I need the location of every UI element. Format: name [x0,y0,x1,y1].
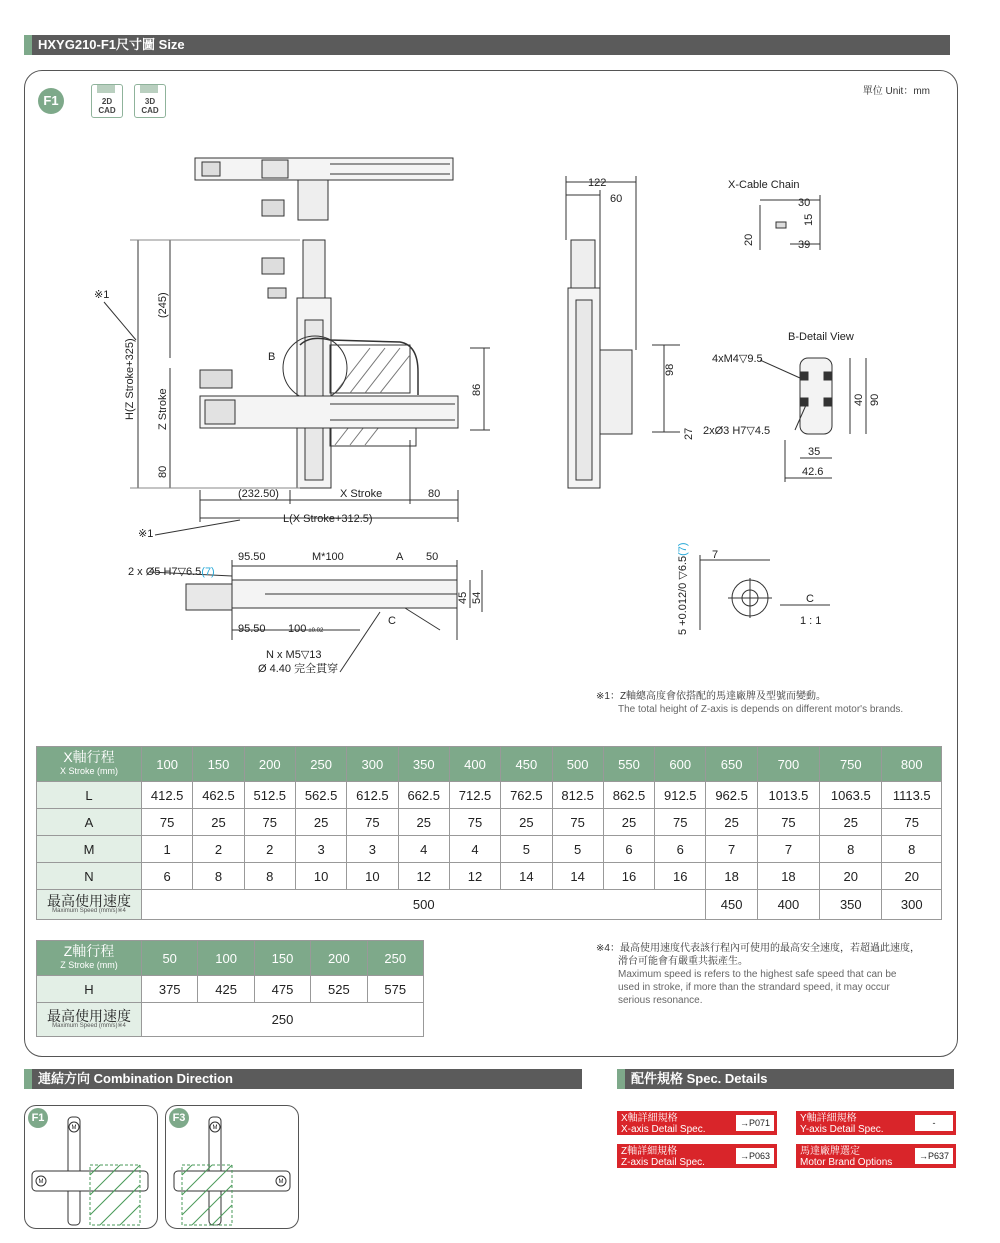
ref-mark-1b: ※1 [138,528,154,540]
table-row: N 6 8 8 10 10 12 12 14 14 16 16 18 18 20 20 [37,863,942,890]
nm5-label: N x M5▽13 [266,649,322,661]
pin-note: 2 x Ø5 H7▽6.5(7) [128,566,215,578]
dim-60: 60 [610,193,623,205]
section-header-spec: 配件規格 Spec. Details [617,1069,954,1089]
z-total-dim: H(Z Stroke+325) [124,338,136,420]
cc-15: 15 [803,213,815,226]
dim-98: 98 [664,363,676,376]
tol-vert: 5 +0.012/0 ▽6.5(7) [677,542,689,635]
dim-95: 95.50 [238,551,266,563]
combination-diagrams [24,1105,299,1229]
unit-label: 單位 Unit：mm [862,86,930,97]
bd-tap: 4xM4▽9.5 [712,353,763,365]
svg-text:M: M [38,1179,44,1185]
dim-232: (232.50) [238,488,279,500]
x-stroke-table: X軸行程 X Stroke (mm) 100 150 200 250 300 350 400 450 500 550 600 650 700 750 800 L 412.5 462.5 512.5 562.5 612.5 662.5 712.5 762.5 812.5 862.5 912.5 962.5 1013.5 1063.5 1113.5 A 75 25 75 25 75 25 75 25 75 25 75 25 75 25 75 M 1 2 2 3 3 4 4 5 5 6 6 7 7 8 8 N 6 8 8 10 10 12 12 14 14 16 16 18 18 20 20 最高使用速度 Maximum Speed (mm/s)※4 500 450 400 350 300 [36,746,942,920]
note-1: ※1：Z軸總高度會依搭配的馬達廠牌及型號而變動。 The total height of Z-axis is depends on different motor's brands. [596,691,904,715]
dim-86: 86 [471,383,483,396]
mark-c: C [388,615,396,627]
table-row: H 375 425 475 525 575 [37,976,424,1003]
l-total-dim: L(X Stroke+312.5) [283,513,373,525]
dim-95b: 95.50 [238,623,266,635]
svg-text:M: M [278,1179,284,1185]
detail-b-label: B [268,351,276,363]
bd-90: 90 [869,393,881,406]
dim-54: 54 [471,591,483,604]
z-detail-spec-link[interactable]: Z軸詳細規格 Z-axis Detail Spec. →P063 [617,1144,777,1168]
dim-50: 50 [426,551,439,563]
table-row: M 1 2 2 3 3 4 4 5 5 6 6 7 7 8 8 [37,836,942,863]
bd-pin: 2xØ3 H7▽4.5 [703,425,771,437]
table-row: L 412.5 462.5 512.5 562.5 612.5 662.5 712.5 762.5 812.5 862.5 912.5 962.5 1013.5 1063.5 1113.5 [37,782,942,809]
dim-27: 27 [683,427,695,440]
thru-label: Ø 4.40 完全貫穿 [258,663,339,675]
cc-20: 20 [743,233,755,246]
f1-combo-badge: F1 [28,1108,48,1128]
bd-42: 42.6 [802,466,824,478]
motor-brand-link[interactable]: 馬達廠牌選定 Motor Brand Options →P637 [796,1144,956,1168]
z-stroke-dim: Z Stroke [157,388,169,430]
table-row: A 75 25 75 25 75 25 75 25 75 25 75 25 75 25 75 [37,809,942,836]
x-stroke-dim: X Stroke [340,488,383,500]
x-detail-spec-link[interactable]: X軸詳細規格 X-axis Detail Spec. →P071 [617,1111,777,1135]
dim-a: A [396,551,404,563]
cad-3d-button[interactable]: 3D CAD [134,84,166,118]
table-row: 最高使用速度 Maximum Speed (mm/s)※4 500 450 400 350 300 [37,890,942,920]
note-4: ※4：最高使用速度代表該行程內可使用的最高安全速度，若超過此速度， 滑台可能會有嚴重共振產生。 Maximum speed is refers to the highest safe speed that can be used in stroke, if more than the strandard speed, it may occur serious resonance. [596,943,920,1006]
dim-m100: M*100 [312,551,344,563]
scale-label: 1 : 1 [800,615,822,627]
svg-text:M: M [212,1125,218,1131]
cad-2d-button[interactable]: 2D CAD [91,84,123,118]
dim-100: 100 ±0.02 [288,623,324,635]
scale-c: C [806,593,814,605]
page-title: HXYG210-F1尺寸圖 Size [38,37,185,52]
b-detail-title: B-Detail View [788,331,854,343]
dim-80-left: 80 [157,465,169,478]
dim-7: 7 [712,549,719,561]
cable-chain-title: X-Cable Chain [728,179,800,191]
y-detail-spec-link[interactable]: Y軸詳細規格 Y-axis Detail Spec. - [796,1111,956,1135]
z-stroke-table: Z軸行程 Z Stroke (mm) 50 100 150 200 250 H 375 425 475 525 575 最高使用速度 Maximum Speed (mm/s)※4 250 [36,940,424,1037]
dim-122: 122 [588,177,607,189]
dim-80-bottom: 80 [428,488,441,500]
bd-35: 35 [808,446,821,458]
cc-30: 30 [798,197,811,209]
bd-40: 40 [853,393,865,406]
table-row: 最高使用速度 Maximum Speed (mm/s)※4 250 [37,1003,424,1037]
ref-mark-1: ※1 [94,289,110,301]
dim-245: (245) [157,292,169,318]
svg-text:M: M [71,1125,77,1131]
f3-combo-badge: F3 [169,1108,189,1128]
section-header-combination: 連結方向 Combination Direction [24,1069,582,1089]
dim-45: 45 [457,591,469,604]
cc-39: 39 [798,239,811,251]
f1-badge: F1 [38,88,64,114]
